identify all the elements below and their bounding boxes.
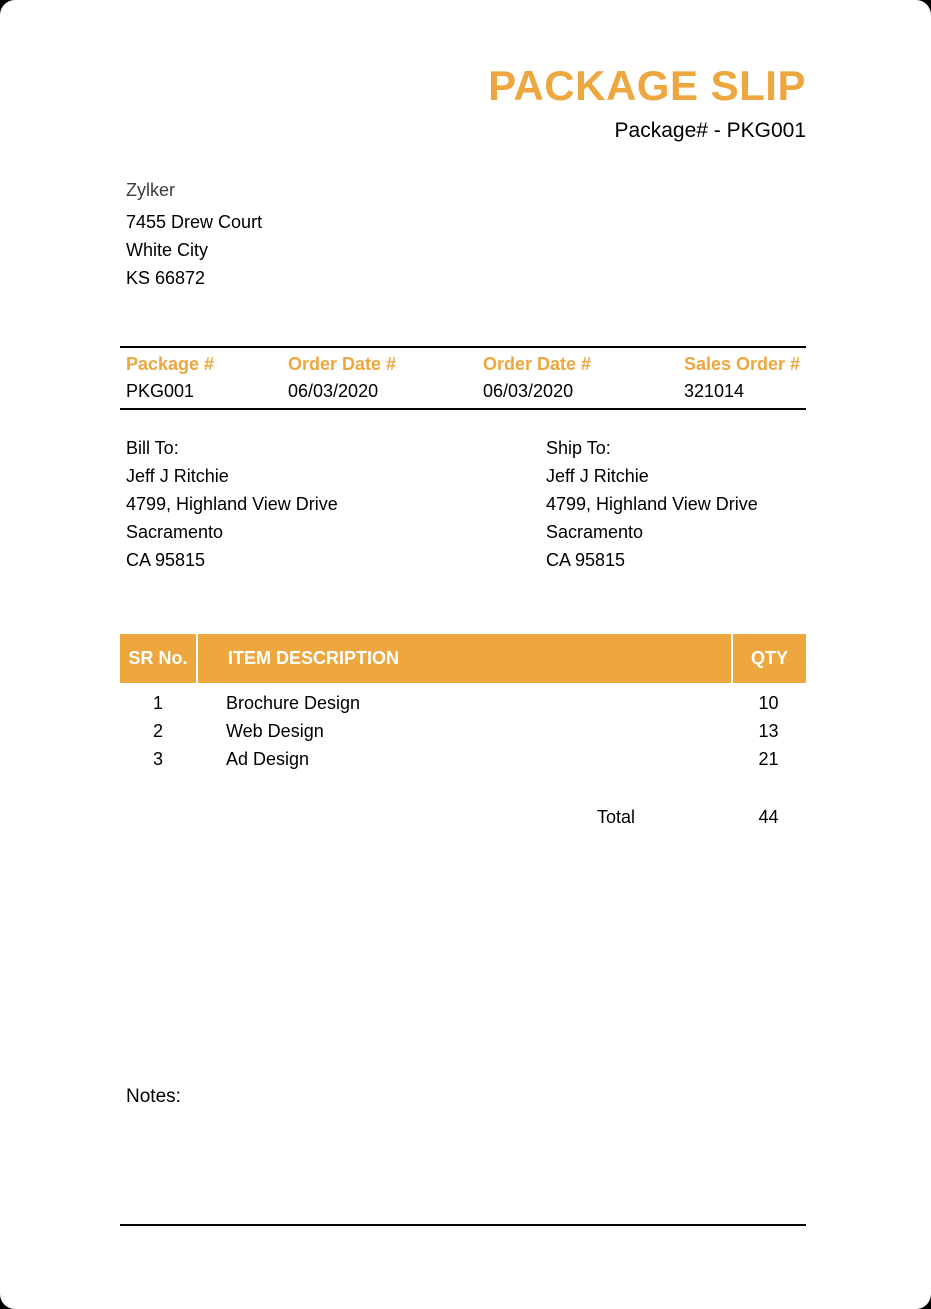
item-sr-no: 3 bbox=[152, 749, 163, 769]
ship-to-line: CA 95815 bbox=[546, 550, 626, 570]
package-info-header-row bbox=[120, 350, 806, 378]
items-header-sr-no: SR No. bbox=[128, 648, 188, 668]
table-row bbox=[120, 689, 806, 717]
package-number: Package# - PKG001 bbox=[614, 119, 806, 142]
item-qty: 10 bbox=[758, 693, 779, 713]
addresses-section bbox=[120, 434, 806, 574]
total-label: Total bbox=[596, 807, 635, 827]
bill-to-block bbox=[120, 434, 546, 574]
bill-to-line: Sacramento bbox=[126, 522, 224, 542]
table-row bbox=[120, 745, 806, 773]
total-qty-value: 44 bbox=[758, 807, 779, 827]
info-label-package: Package # bbox=[126, 354, 215, 374]
ship-to-label: Ship To: bbox=[546, 438, 611, 458]
bill-to-line: CA 95815 bbox=[126, 550, 206, 570]
items-table-header bbox=[120, 634, 806, 683]
bill-to-line: Jeff J Ritchie bbox=[126, 466, 229, 486]
info-value-package: PKG001 bbox=[126, 381, 195, 401]
package-info-value-row bbox=[120, 378, 806, 405]
total-row bbox=[120, 803, 806, 831]
info-value-order-date-2: 06/03/2020 bbox=[483, 381, 574, 401]
document-title: PACKAGE SLIP bbox=[488, 62, 806, 109]
item-sr-no: 2 bbox=[152, 721, 163, 741]
company-address-block bbox=[120, 176, 806, 292]
info-value-order-date-1: 06/03/2020 bbox=[288, 381, 379, 401]
item-qty: 21 bbox=[758, 749, 779, 769]
bill-to-line: 4799, Highland View Drive bbox=[126, 494, 338, 514]
bottom-divider bbox=[120, 1224, 806, 1226]
info-label-order-date-1: Order Date # bbox=[288, 354, 397, 374]
ship-to-line: Sacramento bbox=[546, 522, 644, 542]
ship-to-line: 4799, Highland View Drive bbox=[546, 494, 758, 514]
title-block bbox=[120, 64, 806, 144]
items-header-qty: QTY bbox=[731, 634, 806, 683]
ship-to-line: Jeff J Ritchie bbox=[546, 466, 649, 486]
info-label-sales-order: Sales Order # bbox=[684, 354, 801, 374]
item-description: Web Design bbox=[226, 721, 324, 741]
info-label-order-date-2: Order Date # bbox=[483, 354, 592, 374]
company-name: Zylker bbox=[126, 180, 175, 200]
item-sr-no: 1 bbox=[152, 693, 163, 713]
package-info-table bbox=[120, 346, 806, 410]
company-address-line: 7455 Drew Court bbox=[126, 212, 263, 232]
item-description: Brochure Design bbox=[226, 693, 361, 713]
items-table bbox=[120, 634, 806, 773]
company-address-line: White City bbox=[126, 240, 209, 260]
info-value-sales-order: 321014 bbox=[684, 381, 745, 401]
item-qty: 13 bbox=[758, 721, 779, 741]
items-header-description: ITEM DESCRIPTION bbox=[196, 634, 731, 683]
company-address-line: KS 66872 bbox=[126, 268, 206, 288]
ship-to-block bbox=[546, 434, 806, 574]
bill-to-label: Bill To: bbox=[126, 438, 179, 458]
items-table-body bbox=[120, 689, 806, 773]
item-description: Ad Design bbox=[226, 749, 310, 769]
table-row bbox=[120, 717, 806, 745]
notes-label: Notes: bbox=[126, 1086, 181, 1107]
